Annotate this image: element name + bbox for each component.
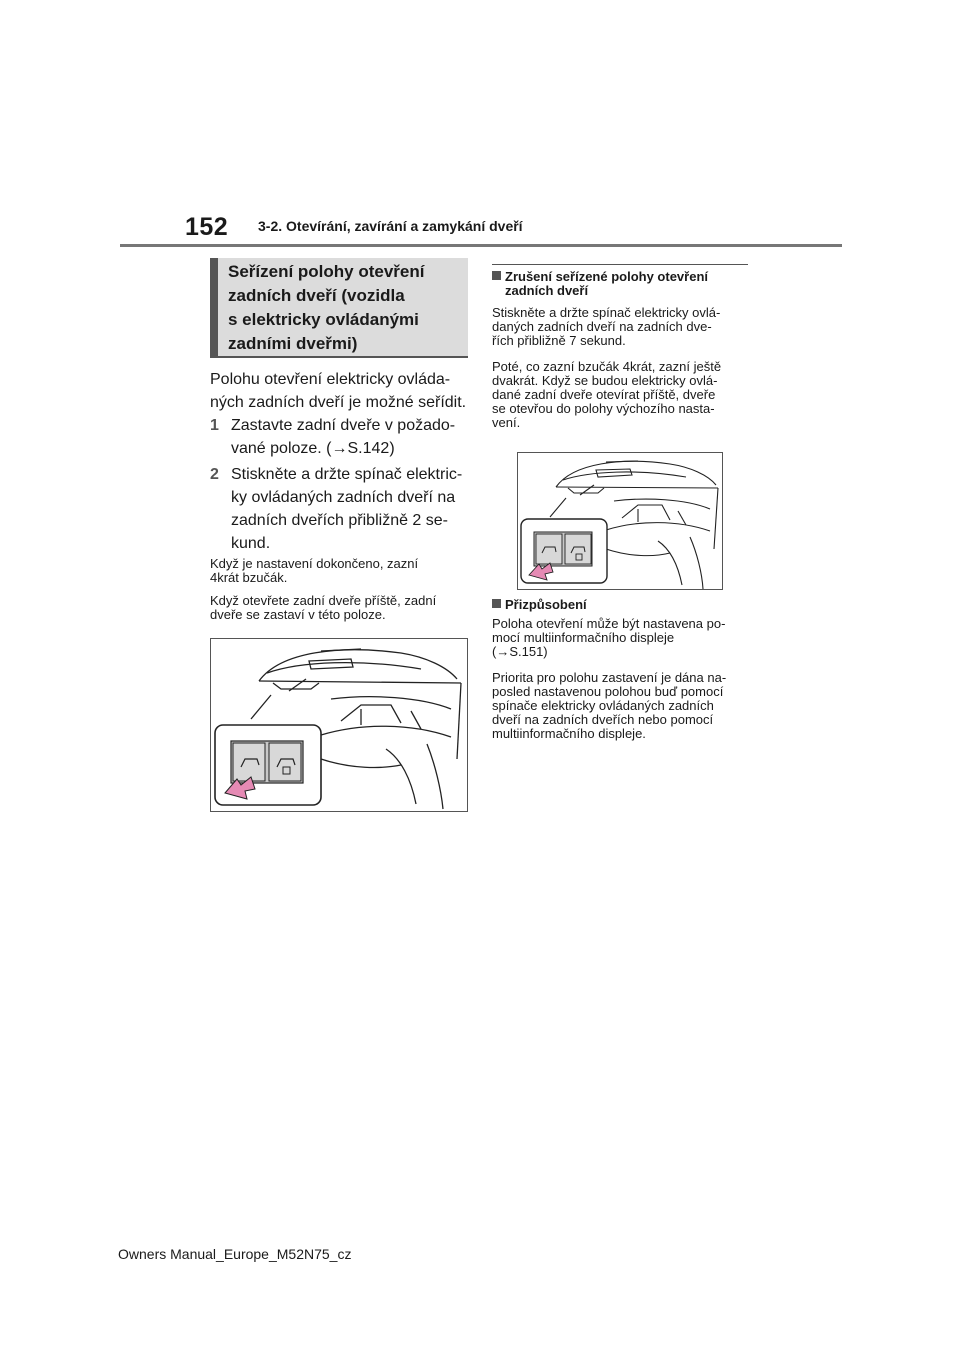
step-line: kund. [231, 535, 271, 552]
page-number: 152 [185, 213, 229, 241]
text-line: Stiskněte a držte spínač elektricky ovlá- [492, 305, 721, 320]
intro-line: Polohu otevření elektricky ovláda- [210, 371, 451, 388]
text-line: Poloha otevření může být nastavena po- [492, 616, 726, 631]
section-heading-box [210, 258, 468, 358]
text-line: daných zadních dveří na zadních dve- [492, 319, 712, 334]
step-number: 1 [210, 417, 219, 434]
cancel-paragraph-2 [492, 360, 721, 430]
heading-line: Seřízení polohy otevření [228, 262, 425, 281]
step-number: 2 [210, 466, 219, 483]
note-line: 4krát bzučák. [210, 570, 288, 585]
tailgate-drawing [211, 639, 467, 811]
square-bullet-icon [492, 599, 501, 608]
text-line: dveří na zadních dveřích nebo pomocí [492, 712, 714, 727]
text-line: posled nastavenou polohou buď pomocí [492, 684, 724, 699]
step-line: Stiskněte a držte spínač elektric- [231, 466, 463, 483]
text-line: Poté, co zazní bzučák 4krát, zazní ještě [492, 359, 722, 374]
text-line: dané zadní dveře otevírat příště, dveře [492, 387, 716, 402]
text-line: řích přibližně 7 sekund. [492, 333, 626, 348]
intro-line: ných zadních dveří je možné seřídit. [210, 394, 467, 411]
square-bullet-icon [492, 271, 501, 280]
text-line: multiinformačního displeje. [492, 726, 646, 741]
cancel-heading-line: Zrušení seřízené polohy otevření [505, 269, 708, 284]
customization-heading [492, 598, 587, 612]
tailgate-switch-illustration [210, 638, 468, 812]
note-line: dveře se zastaví v této poloze. [210, 607, 386, 622]
note-stop-position [210, 594, 436, 622]
step-line: Zastavte zadní dveře v požado- [231, 417, 456, 434]
intro-paragraph [210, 368, 466, 414]
step-line: zadních dveřích přibližně 2 se- [231, 512, 448, 529]
customization-paragraph-2 [492, 671, 726, 741]
step-line: ky ovládaných zadních dveří na [231, 489, 456, 506]
customization-heading-label: Přizpůsobení [505, 597, 587, 612]
cancel-paragraph-1 [492, 306, 720, 348]
section-title: 3-2. Otevírání, zavírání a zamykání dveří [258, 218, 523, 234]
text-line: Priorita pro polohu zastavení je dána na- [492, 670, 727, 685]
cancel-heading [492, 270, 708, 298]
heading-line: zadních dveří (vozidla [228, 286, 405, 305]
cancel-heading-line: zadních dveří [505, 283, 589, 298]
subsection-divider [492, 264, 748, 265]
heading-line: s elektricky ovládanými [228, 310, 419, 329]
tailgate-switch-illustration-small [517, 452, 723, 590]
text-line: vení. [492, 415, 521, 430]
step-line: vané poloze. (→S.142) [231, 440, 395, 457]
document-footer: Owners Manual_Europe_M52N75_cz [118, 1246, 352, 1262]
tailgate-drawing-small [518, 453, 722, 589]
text-line: (→S.151) [492, 644, 548, 659]
note-line: Když otevřete zadní dveře příště, zadní [210, 593, 437, 608]
customization-paragraph-1 [492, 617, 725, 659]
note-line: Když je nastavení dokončeno, zazní [210, 556, 419, 571]
text-line: spínače elektricky ovládaných zadních [492, 698, 714, 713]
text-line: dvakrát. Když se budou elektricky ovlá- [492, 373, 718, 388]
heading-line: zadními dveřmi) [228, 334, 358, 353]
header-divider [120, 244, 842, 247]
text-line: se otevřou do polohy výchozího nasta- [492, 401, 715, 416]
note-completion [210, 557, 418, 585]
text-line: mocí multiinformačního displeje [492, 630, 675, 645]
